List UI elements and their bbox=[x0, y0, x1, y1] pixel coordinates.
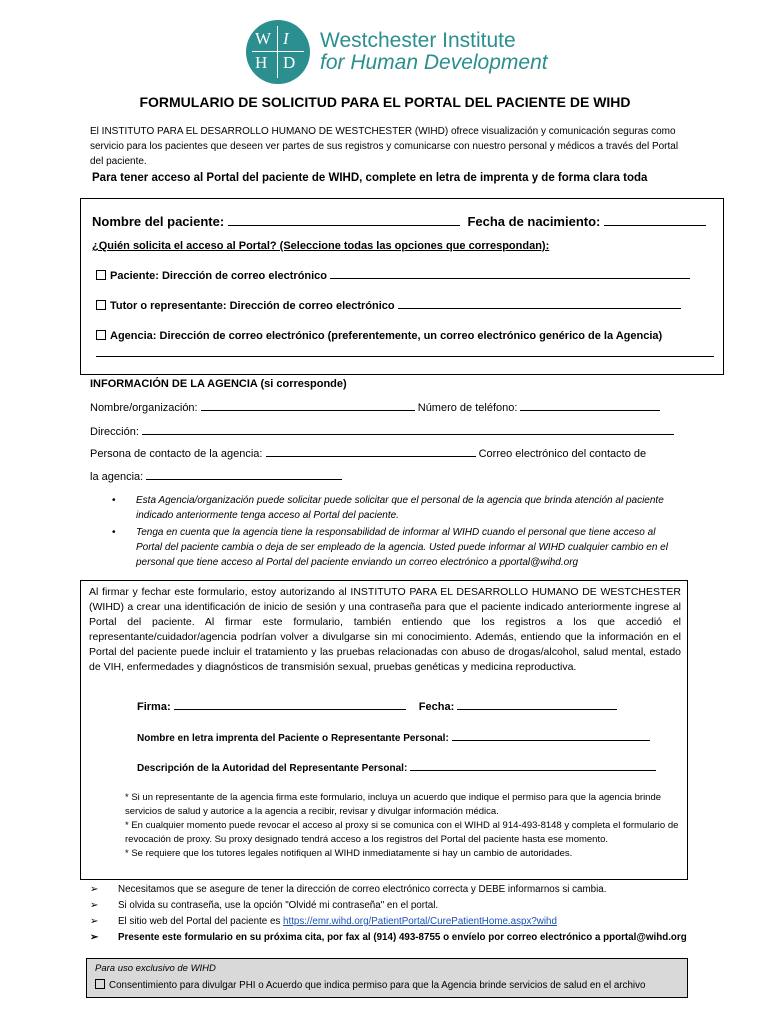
logo-letter-h: H bbox=[255, 53, 268, 72]
agency-contact-email-label: Correo electrónico del contacto de bbox=[478, 448, 647, 460]
agency-address-row bbox=[90, 426, 674, 438]
logo-letter-i: I bbox=[283, 29, 289, 48]
agency-org-field[interactable] bbox=[201, 409, 415, 411]
consent-checkbox[interactable] bbox=[95, 979, 105, 989]
agency-contact-email-row bbox=[90, 471, 342, 483]
patient-checkbox[interactable] bbox=[96, 270, 106, 280]
authorization-text: Al firmar y fechar este formulario, estoy autorizando al INSTITUTO PARA EL DESARROLLO HUMANO DE WESTCHESTER (WIHD) a crear una identificación de inicio de sesión y una contraseña para que el paciente indicado anteriormente ingrese al Portal del paciente. Al firmar este formulario, también entiendo que los registros a los que accedió el representante/cuidador/agencia podrían volver a divulgarse sin mi conocimiento. Además, entiendo que la información en el Portal del paciente puede incluir el tratamiento y las pruebas relacionadas con abuso de drogas/alcohol, salud mental, estado de VIH, enfermedades y diagnósticos de transmisión sexual, pruebas genéticas y medicina reproductiva. bbox=[89, 586, 681, 673]
option-patient bbox=[96, 270, 690, 282]
list-item: ➢ Si olvida su contraseña, use la opción "Olvidé mi contraseña" en el portal. bbox=[90, 900, 439, 911]
agency-heading: INFORMACIÓN DE LA AGENCIA (si corresponde) bbox=[90, 378, 347, 390]
agency-contact-email-label-2: la agencia: bbox=[90, 471, 144, 483]
agency-checkbox[interactable] bbox=[96, 330, 106, 340]
option-agency bbox=[96, 330, 662, 342]
logo-wordmark bbox=[320, 30, 548, 74]
authority-row: Descripción de la Autoridad del Representante Personal: bbox=[137, 763, 656, 774]
list-item: ➢ Necesitamos que se asegure de tener la dirección de correo electrónico correcta y DEBE informarnos si cambia. bbox=[90, 884, 607, 895]
signature-field[interactable] bbox=[174, 708, 406, 710]
agency-bullet-2-text: Tenga en cuenta que la agencia tiene la responsabilidad de informar al WIHD cuando el personal que tiene acceso al Portal del paciente cambia o deja de ser empleado de la agencia. Usted puede informar al WIHD cualquier cambio en el personal que tiene acceso al Portal del paciente enviando un correo electrónico a pportal@wihd.org bbox=[136, 527, 668, 568]
note-revoke: * En cualquier momento puede revocar el acceso al proxy si se comunica con el WIHD al 914-493-8148 y completa el formulario de revocación de proxy. Su proxy designado tendrá acceso a los registros del Portal del paciente hasta ese momento. bbox=[125, 820, 679, 845]
agency-contact-email-field[interactable] bbox=[146, 478, 342, 480]
agency-phone-label: Número de teléfono: bbox=[417, 402, 518, 414]
patient-name-row bbox=[92, 214, 706, 229]
representative-checkbox[interactable] bbox=[96, 300, 106, 310]
note-guardians: * Se requiere que los tutores legales notifiquen al WIHD inmediatamente si hay un cambio de autoridades. bbox=[125, 848, 573, 859]
agency-bullet-1-text: Esta Agencia/organización puede solicitar puede solicitar que el personal de la agencia que brinda atención al paciente indicado anteriormente tenga acceso al Portal del paciente. bbox=[136, 495, 664, 521]
representative-email-field[interactable] bbox=[398, 307, 681, 309]
authorization-section bbox=[80, 580, 688, 880]
authorization-notes bbox=[125, 791, 681, 861]
dob-label: Fecha de nacimiento: bbox=[467, 214, 601, 229]
list-item-site: El sitio web del Portal del paciente es bbox=[118, 916, 281, 927]
logo-line-1: Westchester Institute bbox=[320, 29, 516, 52]
option-patient-label: Paciente: Dirección de correo electrónico bbox=[110, 270, 328, 282]
list-item-submit: Presente este formulario en su próxima cita, por fax al (914) 493-8755 o envíelo por correo electrónico a pportal@wihd.org bbox=[118, 932, 687, 943]
authority-field[interactable] bbox=[410, 769, 656, 771]
date-field[interactable] bbox=[457, 708, 617, 710]
agency-address-field[interactable] bbox=[142, 433, 674, 435]
list-item: ➢ El sitio web del Portal del paciente es https://emr.wihd.org/PatientPortal/CurePatientHome.aspx?wihd bbox=[90, 916, 557, 927]
portal-link[interactable]: https://emr.wihd.org/PatientPortal/CurePatientHome.aspx?wihd bbox=[283, 916, 557, 927]
list-item: ➢ Presente este formulario en su próxima cita, por fax al (914) 493-8755 o envíelo por correo electrónico a pportal@wihd.org bbox=[90, 932, 687, 943]
signature-label: Firma bbox=[137, 701, 167, 713]
lead-instruction: Para tener acceso al Portal del paciente de WIHD, complete en letra de imprenta y de forma clara toda bbox=[92, 172, 648, 184]
requester-question: ¿Quién solicita el acceso al Portal? (Seleccione todas las opciones que correspondan): bbox=[92, 240, 550, 252]
authority-label: Descripción de la Autoridad del Representante Personal bbox=[137, 763, 404, 774]
agency-bullet-1: • Esta Agencia/organización puede solicitar puede solicitar que el personal de la agencia que brinda atención al paciente indicado anteriormente tenga acceso al Portal del paciente. bbox=[112, 495, 664, 521]
agency-bullet-2: • Tenga en cuenta que la agencia tiene la responsabilidad de informar al WIHD cuando el personal que tiene acceso al Portal del paciente cambia o deja de ser empleado de la agencia. Usted puede informar al WIHD cualquier cambio en el personal que tiene acceso al Portal del paciente enviando un correo electrónico a pportal@wihd.org bbox=[112, 527, 668, 568]
date-label: Fecha bbox=[418, 701, 451, 713]
patient-name-field[interactable] bbox=[228, 224, 460, 226]
office-consent-label: Consentimiento para divulgar PHI o Acuerdo que indica permiso para que la Agencia brinde servicios de salud en el archivo bbox=[109, 980, 646, 991]
printed-name-label: Nombre en letra imprenta del Paciente o Representante Personal bbox=[137, 733, 446, 744]
logo-letter-w: W bbox=[255, 29, 272, 48]
office-consent-row bbox=[95, 979, 645, 991]
agency-address-label: Dirección: bbox=[90, 426, 139, 438]
list-item-email: Necesitamos que se asegure de tener la dirección de correo electrónico correcta y DEBE informarnos si cambia. bbox=[118, 884, 607, 895]
agency-contact-field[interactable] bbox=[266, 455, 476, 457]
agency-email-field[interactable] bbox=[96, 355, 714, 357]
option-representative-label: Tutor o representante: Dirección de correo electrónico bbox=[110, 300, 395, 312]
agency-org-label: Nombre/organización: bbox=[90, 402, 198, 414]
instructions-list bbox=[90, 882, 710, 946]
logo-letter-d: D bbox=[283, 53, 296, 72]
wihd-logo-badge bbox=[246, 20, 310, 84]
form-title: FORMULARIO DE SOLICITUD PARA EL PORTAL DEL PACIENTE DE WIHD bbox=[139, 94, 631, 110]
printed-name-row: Nombre en letra imprenta del Paciente o Representante Personal: bbox=[137, 733, 650, 744]
list-item-password: Si olvida su contraseña, use la opción "Olvidé mi contraseña" en el portal. bbox=[118, 900, 439, 911]
agency-email-row bbox=[96, 348, 714, 360]
printed-name-field[interactable] bbox=[452, 739, 650, 741]
wihd-logo bbox=[246, 20, 548, 84]
agency-contact-row bbox=[90, 448, 646, 460]
agency-contact-label: Persona de contacto de la agencia: bbox=[90, 448, 263, 460]
option-representative bbox=[96, 300, 681, 312]
option-agency-label: Agencia: Dirección de correo electrónico (preferentemente, un correo electrónico genérico de la Agencia) bbox=[110, 330, 663, 342]
patient-email-field[interactable] bbox=[330, 277, 690, 279]
dob-field[interactable] bbox=[604, 224, 706, 226]
logo-line-2: for Human Development bbox=[320, 51, 548, 74]
office-use-heading: Para uso exclusivo de WIHD bbox=[95, 963, 216, 974]
agency-org-row bbox=[90, 402, 660, 414]
patient-name-label: Nombre del paciente: bbox=[92, 214, 225, 229]
note-agency: * Si un representante de la agencia firma este formulario, incluya un acuerdo que indique el permiso para que la agencia brinde servicios de salud y autorice a la agencia a recibir, revisar y divulgar información médica. bbox=[125, 792, 662, 817]
intro-paragraph: El INSTITUTO PARA EL DESARROLLO HUMANO DE WESTCHESTER (WIHD) ofrece visualización y comunicación seguras como servicio para los pacientes que deseen ver partes de sus registros y comunicarse con nuestro personal y médicos a través del Portal del paciente. bbox=[90, 126, 679, 167]
office-use-box bbox=[86, 958, 688, 998]
agency-phone-field[interactable] bbox=[520, 409, 660, 411]
signature-row: Firma: Fecha: bbox=[137, 701, 617, 713]
